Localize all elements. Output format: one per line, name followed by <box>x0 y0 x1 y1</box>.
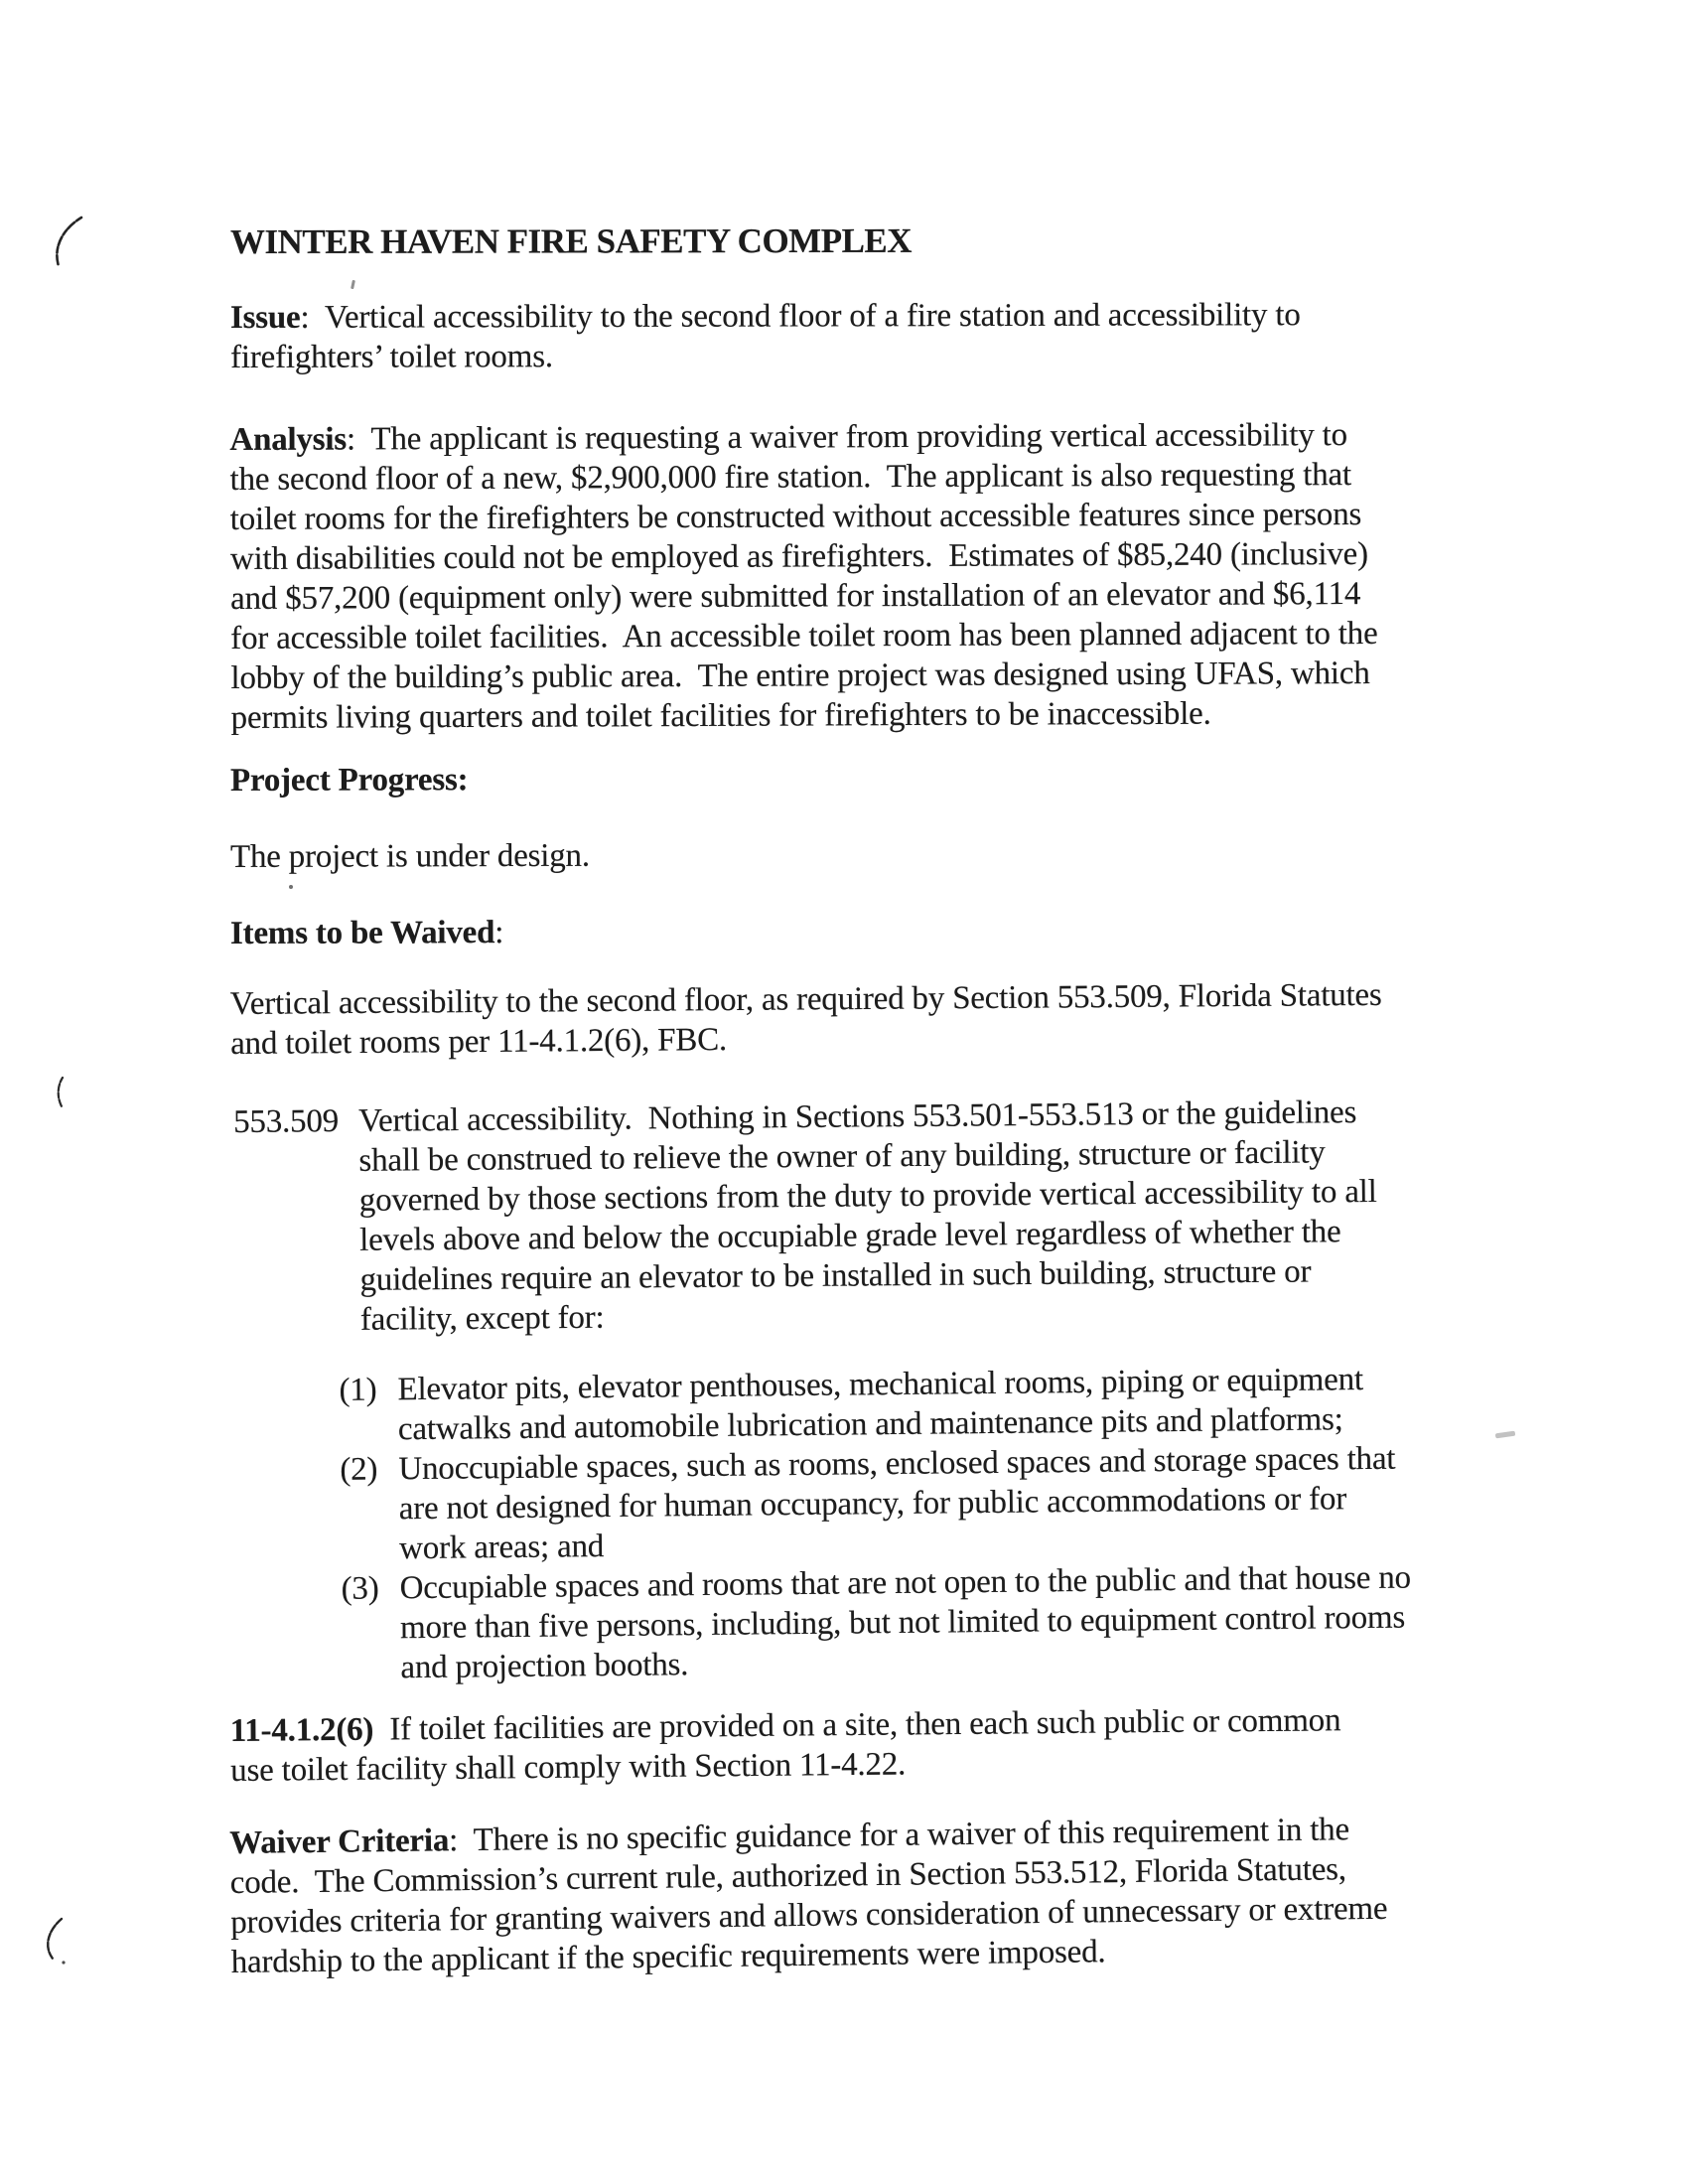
text-line: the second floor of a new, $2,900,000 fire station. The applicant is also requesting that <box>229 457 1352 499</box>
waived-intro-lines <box>230 975 1382 1064</box>
text-line: facility, except for: <box>359 1299 605 1338</box>
exception-item-1 <box>228 1357 1619 1451</box>
waived-items-intro <box>230 975 1382 1064</box>
text-line: governed by those sections from the duty to provide vertical accessibility to all <box>358 1173 1377 1219</box>
scan-mark-top-left <box>50 215 89 270</box>
text-line: and projection booths. <box>400 1647 689 1686</box>
text-line: for accessible toilet facilities. An accessible toilet room has been planned adjacent to the <box>230 615 1378 656</box>
text-line: levels above and below the occupiable grade level regardless of whether the <box>359 1214 1341 1258</box>
analysis-label: Analysis <box>229 421 348 459</box>
text-line: Occupiable spaces and rooms that are not open to the public and that house no <box>399 1559 1412 1607</box>
text-line: work areas; and <box>399 1529 605 1567</box>
scan-speck-mid <box>289 885 293 889</box>
text-line: more than five persons, including, but not limited to equipment control rooms <box>399 1599 1406 1647</box>
waiver-criteria-lines <box>230 1846 1621 1982</box>
scan-mark-bottom-left <box>40 1917 70 1966</box>
waiver-criteria-first-line: : There is no specific guidance for a waiver of this requirement in the <box>448 1812 1350 1859</box>
text-line: firefighters’ toilet rooms. <box>230 339 553 375</box>
exception-1-lines <box>397 1357 1619 1449</box>
text-line: are not designed for human occupancy, for public accommodations or for <box>398 1481 1347 1528</box>
text-line: toilet rooms for the firefighters be constructed without accessible features since persons <box>229 497 1362 538</box>
text-line <box>230 295 1301 338</box>
issue-lines <box>230 335 1301 377</box>
section-553-509 <box>229 1091 1582 1341</box>
text-line: catwalks and automobile lubrication and maintenance pits and platforms; <box>397 1401 1343 1448</box>
text-line <box>229 415 1376 460</box>
exception-2-number: (2) <box>340 1451 378 1488</box>
text-line: The project is under design. <box>229 837 590 875</box>
text-line: lobby of the building’s public area. The entire project was designed using UFAS, which <box>230 655 1370 696</box>
issue-label: Issue <box>229 299 301 336</box>
section-11-4-label: 11-4.1.2(6) <box>229 1711 374 1750</box>
text-line: provides criteria for granting waivers and allows consideration of unnecessary or extreme <box>230 1890 1388 1941</box>
issue-first-line: : Vertical accessibility to the second floor of a fire station and accessibility to <box>300 297 1301 336</box>
text-line: Unoccupiable spaces, such as rooms, enclosed spaces and storage spaces that <box>398 1440 1396 1488</box>
project-progress-label: Project Progress: <box>229 762 469 799</box>
text-line: Vertical accessibility to the second floor, as required by Section 553.509, Florida Statutes <box>229 976 1382 1023</box>
text-line: use toilet facility shall comply with Section 11-4.22. <box>230 1746 907 1789</box>
text-line: hardship to the applicant if the specific requirements were imposed. <box>230 1934 1106 1980</box>
section-11-4-first-line: If toilet facilities are provided on a site, then each such public or common <box>373 1702 1341 1748</box>
text-line: guidelines require an elevator to be installed in such building, structure or <box>359 1253 1312 1298</box>
text-line: shall be construed to relieve the owner of any building, structure or facility <box>358 1134 1326 1179</box>
section-553-509-lines <box>358 1091 1582 1340</box>
exception-3-lines <box>399 1555 1621 1687</box>
text-line: with disabilities could not be employed as firefighters. Estimates of $85,240 (inclusive) <box>229 536 1368 577</box>
items-waived-colon: : <box>494 915 504 951</box>
project-progress-heading <box>230 760 469 801</box>
text-line: Vertical accessibility. Nothing in Sections 553.501-553.513 or the guidelines <box>357 1094 1357 1139</box>
section-553-509-number: 553.509 <box>232 1103 340 1140</box>
analysis-first-line: : The applicant is requesting a waiver from providing vertical accessibility to <box>346 417 1347 458</box>
text-line: and $57,200 (equipment only) were submitted for installation of an elevator and $6,114 <box>230 576 1361 617</box>
text-line: permits living quarters and toilet facilities for firefighters to be inaccessible. <box>230 695 1211 736</box>
analysis-lines <box>229 455 1377 738</box>
text-line: and toilet rooms per 11-4.1.2(6), FBC. <box>230 1022 728 1062</box>
section-11-4-1-2-6 <box>230 1700 1341 1791</box>
items-to-be-waived-heading <box>230 913 503 953</box>
analysis-paragraph <box>229 415 1378 738</box>
text-line: Elevator pits, elevator penthouses, mechanical rooms, piping or equipment <box>397 1362 1364 1408</box>
waiver-criteria-label: Waiver Criteria <box>229 1822 450 1862</box>
text-line <box>230 760 469 801</box>
scan-speck-under-title <box>351 280 355 289</box>
project-progress-body <box>230 836 590 877</box>
document-title: WINTER HAVEN FIRE SAFETY COMPLEX <box>229 220 913 261</box>
scan-mark-mid-left <box>54 1077 68 1110</box>
exception-1-number: (1) <box>339 1372 377 1408</box>
exception-2-lines <box>398 1436 1620 1568</box>
exceptions-list <box>228 1357 1621 1689</box>
text-line <box>230 913 503 953</box>
issue-paragraph <box>230 295 1301 377</box>
items-waived-label: Items to be Waived <box>229 915 495 951</box>
waiver-criteria-paragraph <box>229 1807 1621 1982</box>
text-line: code. The Commission’s current rule, authorized in Section 553.512, Florida Statutes, <box>229 1851 1347 1902</box>
exception-item-2 <box>229 1436 1620 1570</box>
exception-item-3 <box>230 1555 1621 1689</box>
exception-3-number: (3) <box>341 1570 379 1607</box>
